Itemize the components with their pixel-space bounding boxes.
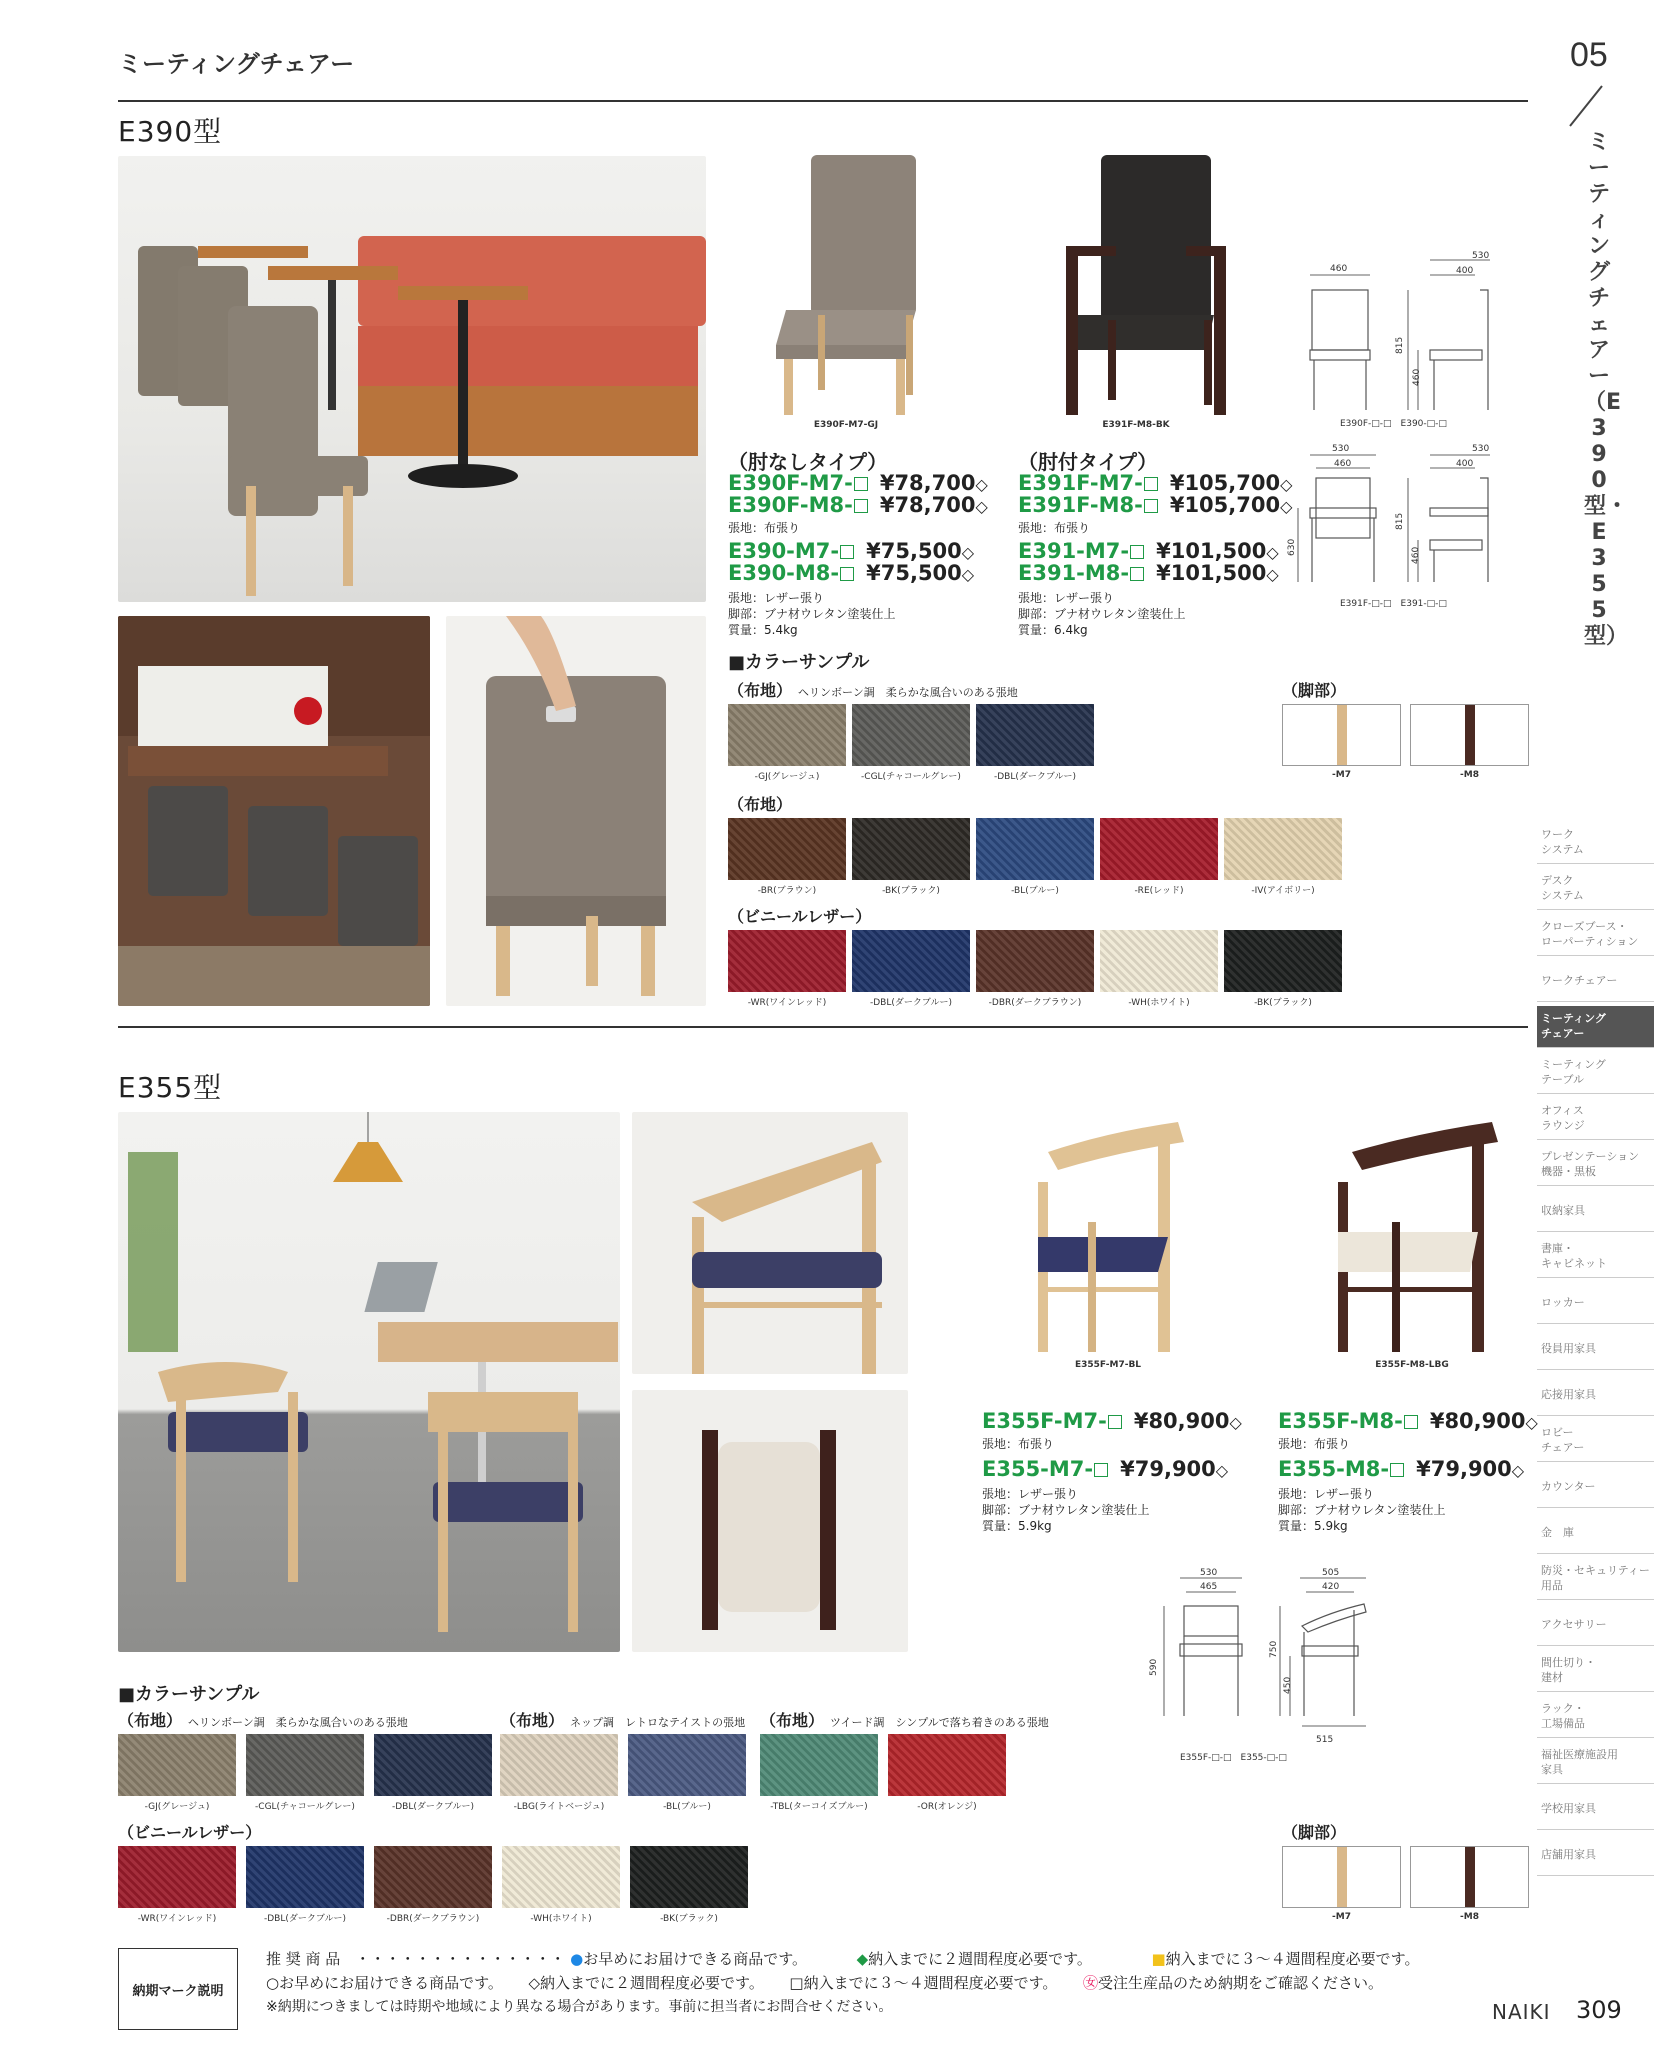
swatch-label: -WR(ワインレッド) [137,1914,217,1924]
e390-dimension-diagrams [1280,250,1530,620]
color-swatch [374,1734,492,1812]
swatch-chip [728,930,846,992]
swatch-label: -DBR(ダークブラウン) [386,1914,480,1924]
e355-m7-spec-fabric: 張地：布張り [982,1437,1055,1451]
e390-legs-head: （脚部） [1282,681,1347,700]
e355-m8-spec-fabric: 張地：布張り [1278,1437,1351,1451]
spec-line: 張地：レザー張り [1278,1487,1375,1501]
sidebar-item[interactable]: ミーティング チェアー [1537,1006,1654,1048]
sidebar-item[interactable]: ワーク システム [1537,822,1654,864]
swatch-label: -DBL(ダークブルー) [993,772,1077,782]
spec-line: 張地：レザー張り [982,1487,1079,1501]
spec-line: 脚部：ブナ材ウレタン塗装仕上 [1018,607,1186,621]
sidebar-item[interactable]: 防災・セキュリティー 用品 [1537,1558,1654,1600]
swatch-label: -BL(ブルー) [1011,886,1059,896]
price-row [982,1458,1228,1482]
product-price: ¥80,900 [1429,1409,1526,1433]
e355-scene-photo [118,1112,620,1652]
dim-e355-depth2: 420 [1322,1582,1340,1592]
leg-finish-swatch [1410,704,1529,766]
leg-sample [1337,1847,1347,1907]
sidebar-item[interactable]: 間仕切り・ 建材 [1537,1650,1654,1692]
swatch-chip [246,1734,364,1796]
product-code: E390-M8- [728,561,840,585]
section-title: ミーティングチェアー [118,50,355,78]
diamond-outline-icon: ◇ [528,1974,541,1992]
sidebar-item[interactable]: ロッカー [1537,1282,1654,1324]
sidebar-item[interactable]: デスク システム [1537,868,1654,910]
e355-top-detail-photo [632,1390,908,1652]
circle-outline-icon: ○ [266,1974,280,1992]
color-swatch [728,704,846,782]
color-swatch [852,818,970,896]
swatch-label: -GJ(グレージュ) [144,1802,210,1812]
e390-scene-photo [118,156,706,602]
variant-box-icon [1130,567,1144,581]
model-e390-title: E390型 [118,115,223,148]
e390f-chair-image [746,150,946,415]
e390-color-sample-title: ■カラーサンプル [728,652,870,673]
swatch-label: -GJ(グレージュ) [754,772,820,782]
e355-color-sample-title: ■カラーサンプル [118,1684,260,1705]
e355-g2-sub: ネップ調 レトロなテイストの張地 [570,1716,746,1729]
swatch-label: -BK(ブラック) [660,1914,718,1924]
dim-e391-width2: 460 [1334,459,1352,469]
sidebar-item[interactable]: ロビー チェアー [1537,1420,1654,1462]
delivery-mark: ◇ [1280,475,1293,494]
e390-handle-illustration [446,616,706,1006]
spec-line: 脚部：ブナ材ウレタン塗装仕上 [982,1503,1150,1517]
swatch-label: -CGL(チャコールグレー) [861,772,961,782]
chapter-slash-divider [1566,84,1606,128]
variant-box-icon [840,567,854,581]
swatch-label: -LBG(ライトベージュ) [513,1802,605,1812]
armless-spec-leather [728,590,896,638]
leg-finish-label: -M7 [1332,1912,1351,1922]
e390-handle-photo [446,616,706,1006]
dim-e390-depth2: 400 [1456,266,1474,276]
product-price: ¥105,700 [1169,471,1281,495]
sidebar-item[interactable]: 店舗用家具 [1537,1834,1654,1876]
blue-dot-icon: ● [570,1950,584,1968]
variant-box-icon [854,499,868,513]
product-price: ¥105,700 [1169,493,1281,517]
e390-scene-illustration [118,156,706,602]
e355-g1-sub: ヘリンボーン調 柔らかな風合いのある張地 [188,1716,408,1729]
leg-finish-label: -M8 [1460,1912,1479,1922]
color-swatch [852,930,970,1008]
swatch-label: -DBL(ダークブルー) [391,1802,475,1812]
footer-row2-d: 受注生産品のため納期をご確認ください。 [1097,1974,1383,1992]
color-swatch [1224,930,1342,1008]
dim-e391-height: 815 [1395,512,1405,530]
spec-line: 質量：6.4kg [1018,623,1088,637]
e355-g1-head-text: （布地） [118,1711,183,1730]
sidebar-item[interactable]: 収納家具 [1537,1190,1654,1232]
color-swatch [976,704,1094,782]
delivery-mark: ◇ [975,497,988,516]
variant-box-icon [1130,545,1144,559]
e355f-m8-chair-image [1302,1112,1522,1352]
swatch-chip [502,1846,620,1908]
sidebar-item[interactable]: 福祉医療施設用 家具 [1537,1742,1654,1784]
dim-e355-width2: 465 [1200,1582,1218,1592]
dim-e391-depth1: 530 [1472,444,1490,454]
variant-box-icon [840,545,854,559]
product-code: E390-M7- [728,539,840,563]
e390-fabric1-head-text: （布地） [728,681,793,700]
leg-finish-label: -M7 [1332,770,1351,780]
swatch-label: -CGL(チャコールグレー) [255,1802,355,1812]
e355-vinyl-head: （ビニールレザー） [118,1823,262,1842]
product-code: E355F-M8- [1278,1409,1403,1433]
e355-g1-head [118,1708,408,1731]
variant-box-icon [1144,477,1158,491]
leg-finish-label: -M8 [1460,770,1479,780]
sidebar-item[interactable]: 金 庫 [1537,1512,1654,1554]
swatch-label: -BR(ブラウン) [757,886,817,896]
product-price: ¥101,500 [1156,561,1267,585]
product-price: ¥101,500 [1156,539,1267,563]
chapter-number: 05 [1570,36,1608,74]
swatch-chip [852,818,970,880]
color-swatch [760,1734,878,1812]
dim-e391-caption: E391F-□-□ E391-□-□ [1340,599,1447,609]
footer-row2-b: 納入までに２週間程度必要です。 [540,1974,764,1992]
spec-line: 脚部：ブナ材ウレタン塗装仕上 [728,607,896,621]
delivery-mark: ◇ [961,565,975,584]
armed-spec-fabric: 張地：布張り [1018,521,1091,535]
swatch-chip [760,1734,878,1796]
armless-spec-fabric: 張地：布張り [728,521,801,535]
swatch-chip [246,1846,364,1908]
spec-line: 質量：5.9kg [982,1519,1052,1533]
color-swatch [1100,818,1218,896]
e390-vinyl-head: （ビニールレザー） [728,907,872,926]
footer-row1-b: 納入までに２週間程度必要です。 [868,1950,1092,1968]
price-row [1018,562,1279,586]
dim-e390-height: 815 [1395,336,1405,354]
e390-fabric1-head [728,678,1018,701]
dim-e391-arm-height: 630 [1287,538,1297,556]
delivery-mark: ◇ [1215,1461,1229,1480]
color-swatch [246,1734,364,1812]
sidebar-item[interactable]: 応接用家具 [1537,1374,1654,1416]
footer-row1-lead: 推 奨 商 品 ・・・・・・・・・・・・・・ [266,1950,566,1968]
dim-e390-seat-height: 460 [1412,368,1422,386]
sidebar-item[interactable]: カウンター [1537,1466,1654,1508]
swatch-chip [728,704,846,766]
e355-side-detail-illustration [632,1112,908,1374]
color-swatch [374,1846,492,1924]
product-price: ¥75,500 [866,561,962,585]
dim-e390-depth1: 530 [1472,251,1490,261]
leg-finish-swatch [1410,1846,1529,1908]
variant-box-icon [854,477,868,491]
leg-sample [1465,1847,1475,1907]
product-code: E391-M7- [1018,539,1130,563]
swatch-label: -OR(オレンジ) [917,1802,977,1812]
swatch-label: -WR(ワインレッド) [747,998,827,1008]
leg-finish-swatch [1282,1846,1401,1908]
spec-line: 張地：レザー張り [1018,591,1115,605]
product-price: ¥75,500 [866,539,962,563]
dim-e391-seat-height: 460 [1411,546,1421,564]
e391f-chair-image [1036,150,1236,415]
product-code: E391F-M8- [1018,493,1143,517]
delivery-mark-legend-box: 納期マーク説明 [118,1948,238,2030]
swatch-label: -DBL(ダークブルー) [869,998,953,1008]
variant-box-icon [1108,1415,1122,1429]
swatch-chip [728,818,846,880]
sidebar-item[interactable]: アクセサリー [1537,1604,1654,1646]
product-price: ¥79,900 [1416,1457,1512,1481]
sidebar-item[interactable]: ワークチェアー [1537,960,1654,1002]
price-row [1278,1458,1524,1482]
price-row [1018,494,1292,518]
e355-top-detail-illustration [632,1390,908,1652]
e355-g2-head [500,1708,745,1731]
yellow-square-icon: ■ [1151,1950,1166,1968]
color-swatch [118,1734,236,1812]
model-e355-title: E355型 [118,1071,223,1104]
delivery-mark: ◇ [1266,565,1279,584]
color-swatch [628,1734,746,1812]
color-swatch [502,1846,620,1924]
swatch-label: -DBR(ダークブラウン) [988,998,1082,1008]
dim-e390-caption: E390F-□-□ E390-□-□ [1340,419,1447,429]
sidebar-item[interactable]: ラック・ 工場備品 [1537,1696,1654,1738]
sidebar-item[interactable]: クローズブース・ ローパーティション [1537,914,1654,956]
e355f-m8-code-label: E355F-M8-LBG [1375,1360,1449,1370]
swatch-chip [852,704,970,766]
sidebar-item[interactable]: ミーティング テーブル [1537,1052,1654,1094]
e355-scene-illustration [118,1112,620,1652]
product-code: E390F-M7- [728,471,853,495]
swatch-chip [118,1734,236,1796]
leg-finish-swatch [1282,704,1401,766]
color-swatch [118,1846,236,1924]
swatch-chip [1100,930,1218,992]
spec-line: 脚部：ブナ材ウレタン塗装仕上 [1278,1503,1446,1517]
product-code: E355-M8- [1278,1457,1390,1481]
swatch-label: -BK(ブラック) [882,886,940,896]
swatch-chip [118,1846,236,1908]
footer-row2-c: 納入までに３～４週間程度必要です。 [803,1974,1058,1992]
delivery-mark: ◇ [1525,1413,1538,1432]
vertical-section-title: ミーティングチェアー（E390型・E355型） [1584,130,1629,649]
delivery-mark: ◇ [975,475,988,494]
variant-box-icon [1404,1415,1418,1429]
e355f-m7-code-label: E355F-M7-BL [1074,1360,1142,1370]
color-swatch [728,930,846,1008]
delivery-mark: ◇ [1511,1461,1525,1480]
spec-line: 張地：レザー張り [728,591,825,605]
swatch-chip [976,704,1094,766]
color-swatch [728,818,846,896]
page-number: 309 [1576,1996,1622,2024]
brand-name: NAIKI [1492,2000,1551,2024]
e355-g3-sub: ツイード調 シンプルで落ち着きのある張地 [830,1716,1049,1729]
swatch-chip [374,1846,492,1908]
dim-e355-seat-height: 450 [1283,1676,1293,1694]
e355-legs-head: （脚部） [1282,1823,1347,1842]
swatch-chip [374,1734,492,1796]
e355-m8-spec-leather [1278,1486,1446,1534]
product-price: ¥79,900 [1120,1457,1216,1481]
dim-e355-floor-depth: 515 [1316,1735,1334,1745]
made-to-order-icon: ㊛ [1082,1974,1098,1992]
armed-spec-leather [1018,590,1186,638]
product-code: E390F-M8- [728,493,853,517]
color-swatch [976,930,1094,1008]
footer-row2 [266,1972,1383,1993]
color-swatch [1100,930,1218,1008]
footer-row2-a: お早めにお届けできる商品です。 [279,1974,503,1992]
e355-side-detail-photo [632,1112,908,1374]
e390-fabric1-sub: ヘリンボーン調 柔らかな風合いのある張地 [798,686,1018,699]
product-price: ¥80,900 [1133,1409,1230,1433]
price-row [982,1410,1242,1434]
swatch-chip [628,1734,746,1796]
product-code: E355F-M7- [982,1409,1107,1433]
color-swatch [246,1846,364,1924]
variant-box-icon [1390,1463,1404,1477]
product-code: E355-M7- [982,1457,1094,1481]
e390-office-illustration [118,616,430,1006]
sidebar-item[interactable]: 役員用家具 [1537,1328,1654,1370]
color-swatch [500,1734,618,1812]
delivery-mark: ◇ [1266,543,1279,562]
swatch-chip [1100,818,1218,880]
leg-sample [1337,705,1347,765]
swatch-chip [976,818,1094,880]
product-code: E391F-M7- [1018,471,1143,495]
e390f-code-label: E390F-M7-GJ [813,420,879,430]
price-row [728,562,974,586]
variant-box-icon [1094,1463,1108,1477]
footer-row1 [266,1948,1419,1969]
swatch-label: -WH(ホワイト) [1128,998,1190,1008]
spec-line: 質量：5.4kg [728,623,798,637]
footer-note: ※納期につきましては時期や地域により異なる場合があります。事前に担当者にお問合せください。 [266,1999,893,2015]
dim-e355-width1: 530 [1200,1568,1218,1578]
armed-type-label: （肘付タイプ） [1018,450,1158,474]
sidebar-item[interactable]: プレゼンテーション 機器・黒板 [1537,1144,1654,1186]
green-diamond-icon: ◆ [856,1950,869,1968]
leg-sample [1465,705,1475,765]
section-divider-rule [118,1026,1528,1028]
sidebar-item[interactable]: 書庫・ キャビネット [1537,1236,1654,1278]
swatch-chip [1224,930,1342,992]
dim-e390-width: 460 [1330,264,1348,274]
spec-line: 質量：5.9kg [1278,1519,1348,1533]
e391f-code-label: E391F-M8-BK [1102,420,1170,430]
e355-g2-head-text: （布地） [500,1711,565,1730]
dim-e355-caption: E355F-□-□ E355-□-□ [1180,1753,1287,1763]
swatch-label: -IV(アイボリー) [1251,886,1315,896]
swatch-label: -BK(ブラック) [1254,998,1312,1008]
swatch-label: -DBL(ダークブルー) [263,1914,347,1924]
product-price: ¥78,700 [879,493,976,517]
dim-e391-depth2: 400 [1456,459,1474,469]
product-code: E391-M8- [1018,561,1130,585]
dim-e391-width1: 530 [1332,444,1350,454]
price-row [728,494,988,518]
e390-fabric2-head: （布地） [728,795,793,814]
armless-type-label: （肘なしタイプ） [728,450,888,474]
swatch-chip [852,930,970,992]
swatch-chip [500,1734,618,1796]
delivery-mark: ◇ [961,543,975,562]
sidebar-item[interactable]: 学校用家具 [1537,1788,1654,1830]
color-swatch [852,704,970,782]
color-swatch [976,818,1094,896]
swatch-chip [888,1734,1006,1796]
dim-e355-depth1: 505 [1322,1568,1340,1578]
footer-row1-c: 納入までに３～４週間程度必要です。 [1165,1950,1420,1968]
product-price: ¥78,700 [879,471,976,495]
e390-office-photo [118,616,430,1006]
swatch-chip [1224,818,1342,880]
dim-e355-arm-height: 590 [1149,1658,1159,1676]
swatch-chip [976,930,1094,992]
variant-box-icon [1144,499,1158,513]
swatch-label: -TBL(ターコイズブルー) [770,1802,868,1812]
color-swatch [888,1734,1006,1812]
sidebar-item[interactable]: オフィス ラウンジ [1537,1098,1654,1140]
delivery-mark: ◇ [1229,1413,1242,1432]
header-rule [118,100,1528,102]
e355-g3-head-text: （布地） [760,1711,825,1730]
swatch-label: -WH(ホワイト) [530,1914,592,1924]
swatch-label: -BL(ブルー) [663,1802,711,1812]
square-outline-icon: □ [789,1974,804,1992]
e355f-m7-chair-image [1008,1112,1208,1352]
delivery-mark: ◇ [1280,497,1293,516]
e355-dimension-diagram [1140,1566,1400,1766]
price-row [1278,1410,1538,1434]
swatch-chip [630,1846,748,1908]
dim-e355-height: 750 [1269,1640,1279,1658]
color-swatch [630,1846,748,1924]
e355-m7-spec-leather [982,1486,1150,1534]
footer-row1-a: お早めにお届けできる商品です。 [583,1950,807,1968]
swatch-label: -RE(レッド) [1134,886,1184,896]
color-swatch [1224,818,1342,896]
e355-g3-head [760,1708,1049,1731]
